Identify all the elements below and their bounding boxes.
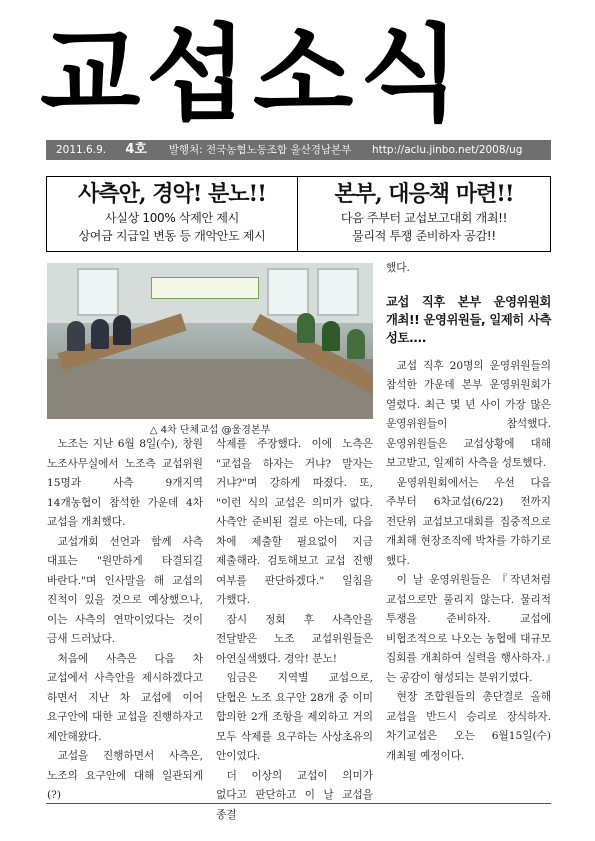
paragraph: 노조는 지난 6월 8일(수), 창원 노조사무실에서 노조측 교섭위원 15명과 사측 9개지역 14개농협이 참석한 가운데 4차 교섭을 개최했다. [47,438,203,528]
headline-left-title: 사측안, 경악! 분노!! [78,181,266,207]
photo-person [67,321,85,351]
article-column-1 [47,435,203,806]
paragraph: 교섭을 진행하면서 사측은, 노조의 요구안에 대해 일관되게(?) [47,750,203,801]
paragraph: 교섭개회 선언과 함께 사측 대표는 "원만하게 타결되길 바란다."며 인사말을 해 교섭의 진척이 있을 것으로 예상했으나, 이는 사측의 연막이었다는 것이 금새 드러났다. [47,535,203,645]
meeting-photo [47,263,373,419]
paragraph: 잠시 정회 후 사측안을 전달받은 노조 교섭위원들은 아연실색했다. 경악! 분노! [216,613,373,665]
photo-person [91,319,109,349]
headline-left-line2: 상여금 지급일 변동 등 개악안도 제시 [78,229,266,243]
photo-person [322,321,340,351]
photo-person [347,329,365,359]
paragraph: 이 날 운영위원들은 『작년처럼 교섭으로만 풀리지 않는다. 물리적 투쟁을 준비하자. 교섭에 비협조적으로 나오는 농협에 대규모 집회를 개최하여 실력을 행사하자.』는 공감이 형성되는 분위기였다. [386,574,551,684]
info-bar [46,140,551,160]
paragraph: 삭제를 주장했다. 이에 노측은 "교섭을 하자는 거냐? 말자는 거냐?"며 강하게 따졌다. 또, "이런 식의 교섭은 의미가 없다. 사측안 준비된 걸로 아는데, 다음 차에 제출할 필요없이 지금 제출해라. 검토해보고 교섭 진행 여부를 판단하겠다." 일침을 가했다. [216,438,373,606]
paragraph: 처음에 사측은 다음 차 교섭에서 사측안을 제시하겠다고 하면서 지난 차 교섭에 이어 요구안에 대한 교섭을 진행하자고 제안해왔다. [47,652,203,743]
paragraph: 더 이상의 교섭이 의미가 없다고 판단하고 이 날 교섭을 종결 [216,769,373,821]
paragraph: 교섭 직후 20명의 운영위원들의 참석한 가운데 본부 운영위원회가 열렸다. 최근 몇 년 사이 가장 많은 운영위원들이 참석했다. 운영위원들은 교섭상황에 대해 보고받고, 일제히 사측을 성토했다. [386,359,551,469]
article-column-2 [216,435,373,825]
headline-right [298,177,550,245]
headline-left [47,177,297,245]
masthead-title: 교섭소식 [40,13,466,135]
photo-window [77,268,119,316]
issue-date: 2011.6.9. [56,144,107,156]
headline-right-line2: 물리적 투쟁 준비하자 공감!! [352,229,496,243]
photo-person [113,315,131,345]
paragraph: 운영위원회에서는 우선 다음 주부터 6차교섭(6/22) 전까지 전단위 교섭보고대회를 집중적으로 개최해 현장조직에 박차를 가하기로 했다. [386,476,551,567]
headline-left-line1: 사실상 100% 삭제안 제시 [105,211,239,225]
photo-window [267,268,309,316]
publisher: 발행처: 전국농협노동조합 울산경남본부 [168,144,352,156]
photo-banner [151,277,259,299]
photo-window [317,268,359,316]
paragraph: 현장 조합원들의 총단결로 올해 교섭을 반드시 승리로 장식하자. 차기교섭은 오는 6월15일(수)개최될 예정이다. [386,691,551,762]
paragraph: 했다. [386,262,410,274]
headline-right-title: 본부, 대응책 마련!! [334,181,514,207]
publisher-url: http://aclu.jinbo.net/2008/ug [372,144,523,156]
section-subheading: 교섭 직후 본부 운영위원회 개최!! 운영위원들, 일제히 사측 성토.... [386,294,551,345]
bottom-rule [46,803,551,804]
headline-right-line1: 다음 주부터 교섭보고대회 개최!! [340,211,508,225]
issue-number: 4호 [125,142,147,157]
headline-box [46,176,551,252]
photo-caption: △ 4차 단체교섭 @울경본부 [149,425,271,436]
paragraph: 임금은 지역별 교섭으로, 단협은 노조 요구안 28개 중 이미 합의한 2개 조항을 제외하고 거의 모두 삭제를 요구하는 사상초유의 안이었다. [216,672,373,762]
photo-person [297,313,315,343]
article-column-3 [386,259,551,766]
